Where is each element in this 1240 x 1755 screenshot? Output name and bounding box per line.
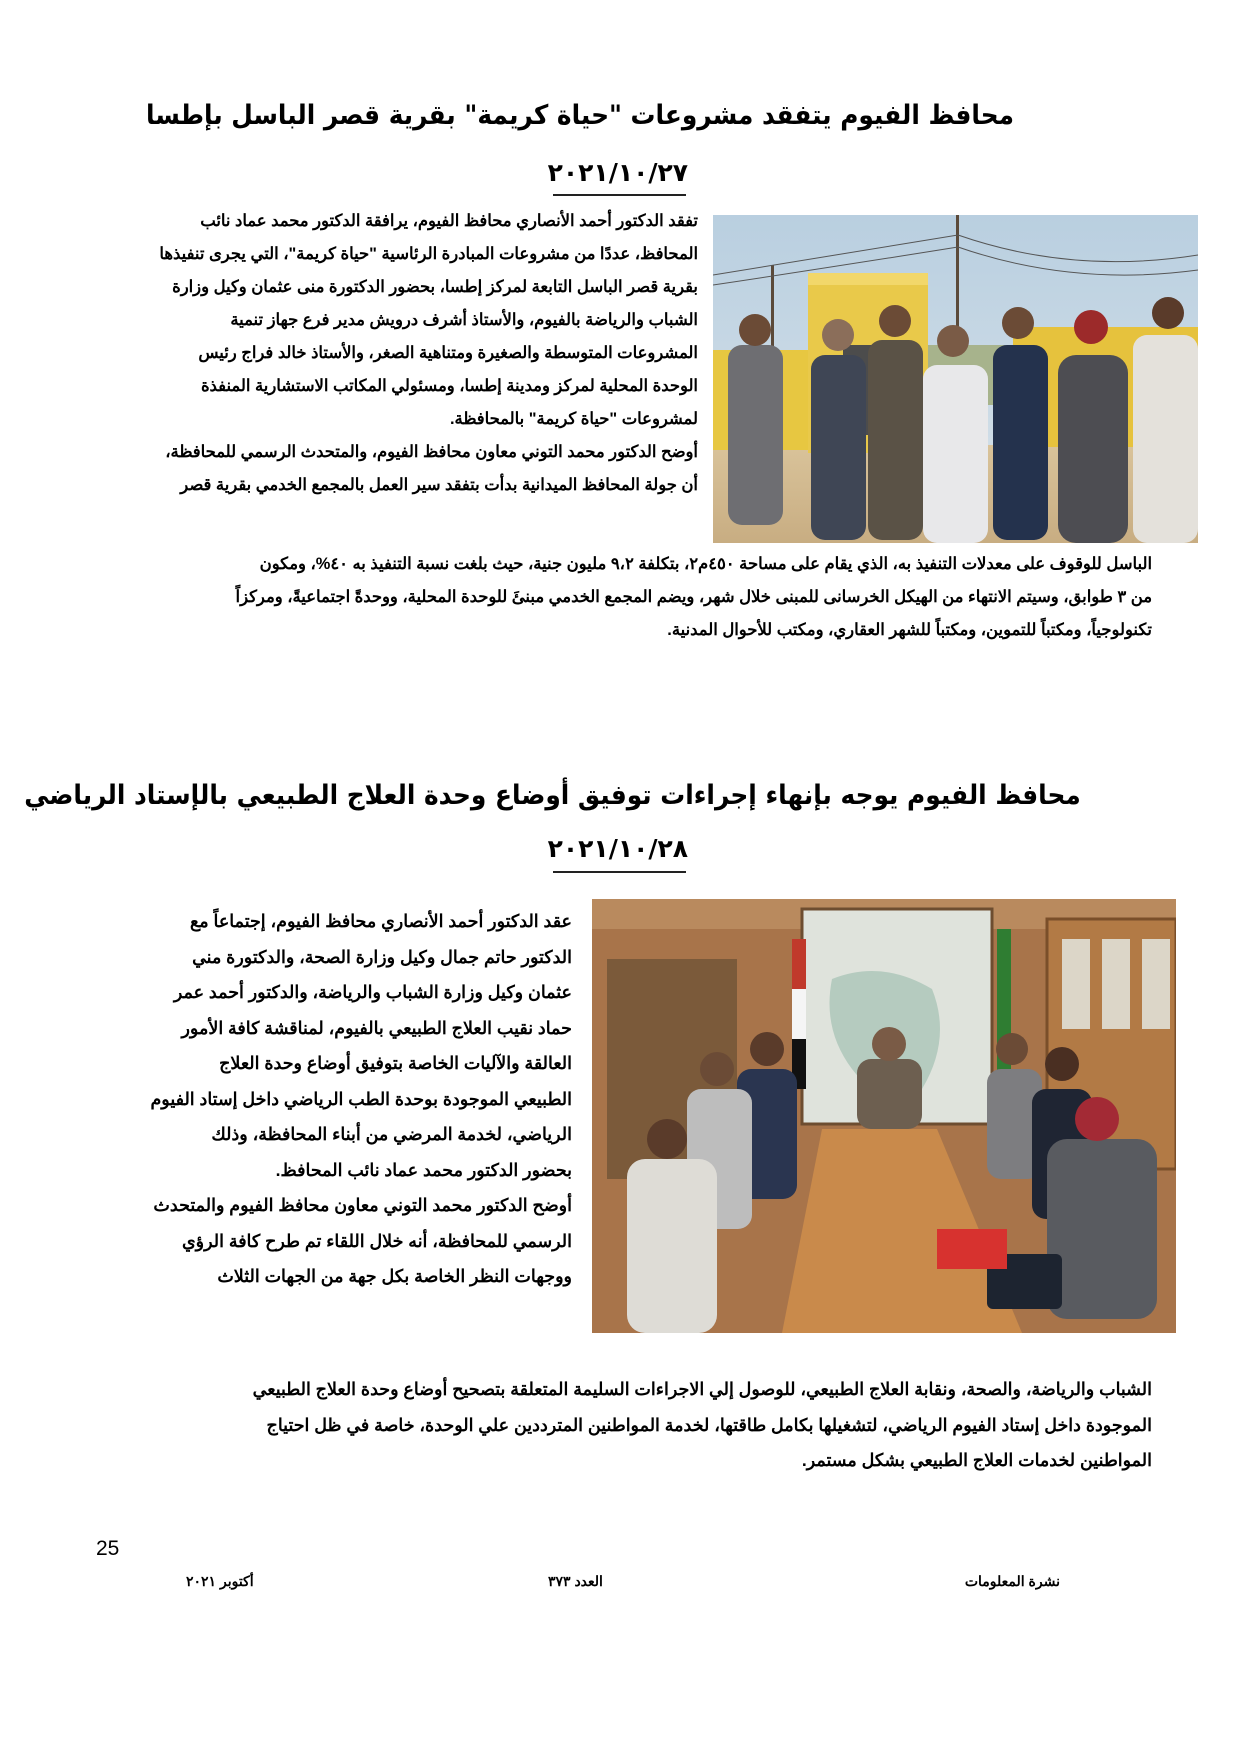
article-2-photo	[592, 899, 1176, 1333]
text-line: ووجهات النظر الخاصة بكل جهة من الجهات الثلاث	[217, 1266, 572, 1286]
page-number: 25	[96, 1537, 120, 1560]
text-line: حماد نقيب العلاج الطبيعي بالفيوم، لمناقشة كافة الأمور	[181, 1017, 572, 1038]
outdoor-inspection-image	[713, 215, 1198, 543]
text-line: عقد الدكتور أحمد الأنصاري محافظ الفيوم، إجتماعاً مع	[189, 911, 572, 931]
article-2-date-underline	[553, 871, 686, 873]
article-2-side-text	[92, 904, 572, 1295]
text-line: من ٣ طوابق، وسيتم الانتهاء من الهيكل الخرسانى للمبنى خلال شهر، ويضم المجمع الخدمي مبنئَ للوحدة المحلية، ووحدةً اجتماعيةً، ومركزاً	[235, 588, 1152, 606]
text-line: الشباب والرياضة، والصحة، ونقابة العلاج الطبيعي، للوصول إلي الاجراءات السليمة المتعلقة بتصحيح أوضاع وحدة العلاج الطبيعي	[252, 1379, 1152, 1399]
text-line: الموجودة داخل إستاد الفيوم الرياضي، لتشغيلها بكامل طاقتها، لخدمة المواطنين المترددين علي الوحدة، خاصة في ظل احتياج	[266, 1414, 1152, 1435]
article-1-full-text	[92, 548, 1152, 647]
meeting-room-image	[592, 899, 1176, 1333]
text-line: تكنولوجياً، ومكتباً للتموين، ومكتباً للشهر العقاري، ومكتب للأحوال المدنية.	[667, 621, 1152, 639]
text-line: الطبيعي الموجودة بوحدة الطب الرياضي داخل إستاد الفيوم	[150, 1088, 572, 1109]
article-2-full-text	[92, 1372, 1152, 1479]
text-line: الوحدة المحلية لمركز ومدينة إطسا، ومسئولي المكاتب الاستشارية المنفذة	[200, 377, 698, 395]
text-line: المحافظ، عددًا من مشروعات المبادرة الرئاسية "حياة كريمة"، التي يجرى تنفيذها	[159, 245, 698, 263]
text-line: المشروعات المتوسطة والصغيرة ومتناهية الصغر، والأستاذ خالد فراج رئيس	[198, 344, 698, 362]
text-line: بقرية قصر الباسل التابعة لمركز إطسا، بحضور الدكتورة منى عثمان وكيل وزارة	[172, 278, 698, 296]
footer-month: أكتوبر ٢٠٢١	[186, 1573, 254, 1589]
article-1-side-text	[92, 205, 698, 502]
text-line: أوضح الدكتور محمد التوني معاون محافظ الفيوم والمتحدث	[153, 1195, 572, 1215]
text-line: الباسل للوقوف على معدلات التنفيذ به، الذي يقام على مساحة ٤٥٠م٢، بتكلفة ٩،٢ مليون جنية، حيث بلغت نسبة التنفيذ به ٤٠%، ومكون	[259, 555, 1152, 573]
article-1-date-underline	[553, 194, 686, 196]
text-line: العالقة والآليات الخاصة بتوفيق أوضاع وحدة العلاج	[219, 1053, 572, 1073]
text-line: الدكتور حاتم جمال وكيل وزارة الصحة، والدكتورة مني	[192, 946, 572, 967]
text-line: الرياضي، لخدمة المرضي من أبناء المحافظة، وذلك	[211, 1124, 572, 1144]
text-line: لمشروعات "حياة كريمة" بالمحافظة.	[449, 410, 698, 428]
text-line: بحضور الدكتور محمد عماد نائب المحافظ.	[275, 1159, 572, 1180]
article-1-photo	[713, 215, 1198, 543]
text-line: الشباب والرياضة بالفيوم، والأستاذ أشرف درويش مدير فرع جهاز تنمية	[230, 311, 698, 329]
article-1-title: محافظ الفيوم يتفقد مشروعات "حياة كريمة" بقرية قصر الباسل بإطسا	[146, 100, 1014, 131]
text-line: أن جولة المحافظ الميدانية بدأت بتفقد سير العمل بالمجمع الخدمي بقرية قصر	[180, 476, 698, 494]
footer-publication-name: نشرة المعلومات	[964, 1573, 1060, 1589]
text-line: تفقد الدكتور أحمد الأنصاري محافظ الفيوم، يرافقة الدكتور محمد عماد نائب	[200, 212, 698, 230]
text-line: أوضح الدكتور محمد التوني معاون محافظ الفيوم، والمتحدث الرسمي للمحافظة،	[165, 443, 698, 461]
footer-issue-number: العدد ٣٧٣	[548, 1573, 603, 1589]
article-2-title: محافظ الفيوم يوجه بإنهاء إجراءات توفيق أوضاع وحدة العلاج الطبيعي بالإستاد الرياضي	[24, 780, 1081, 811]
article-1-date: ٢٠٢١/١٠/٢٧	[547, 158, 688, 187]
text-line: الرسمي للمحافظة، أنه خلال اللقاء تم طرح كافة الرؤي	[181, 1230, 572, 1251]
text-line: عثمان وكيل وزارة الشباب والرياضة، والدكتور أحمد عمر	[173, 982, 572, 1002]
article-2-date: ٢٠٢١/١٠/٢٨	[547, 834, 688, 863]
text-line: المواطنين لخدمات العلاج الطبيعي بشكل مستمر.	[801, 1450, 1152, 1470]
